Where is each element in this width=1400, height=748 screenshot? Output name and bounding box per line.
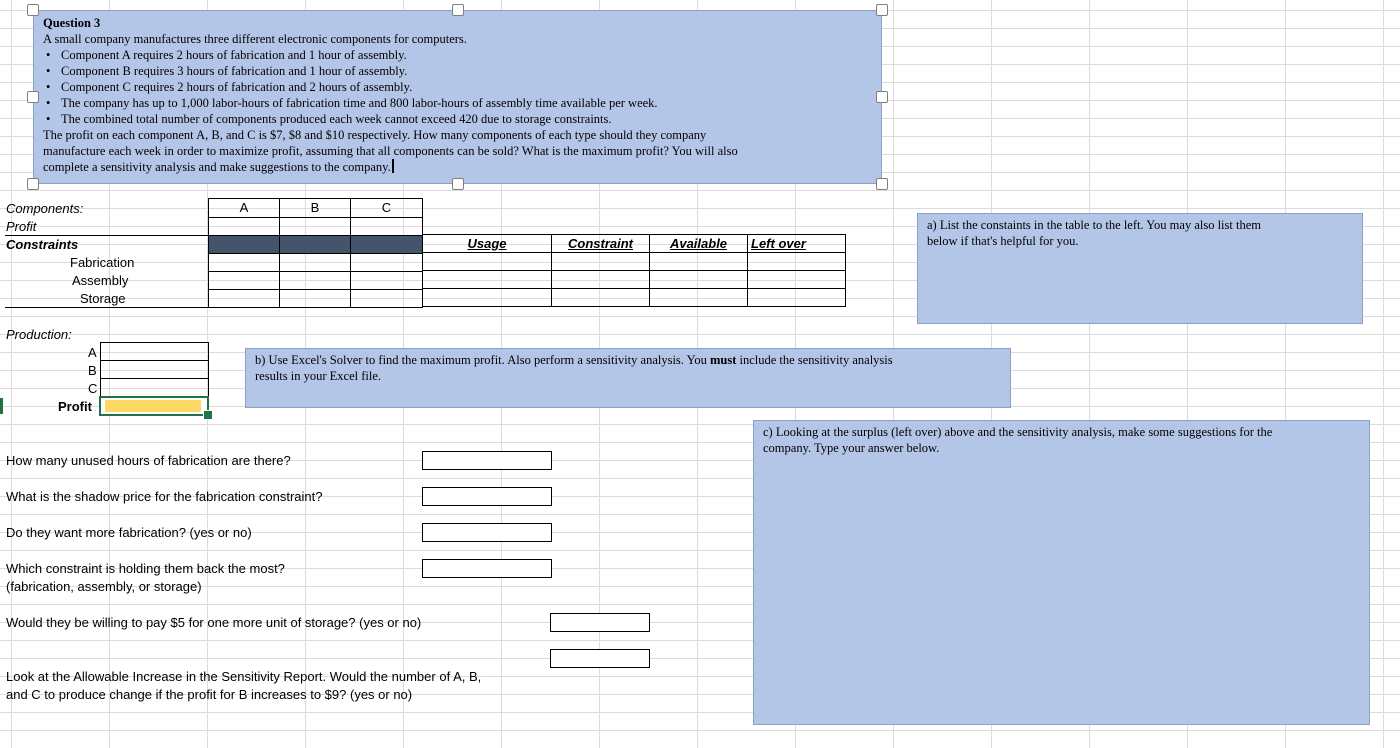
available-header: Available — [650, 235, 748, 253]
column-header-a: A — [209, 199, 280, 218]
box-b-line: results in your Excel file. — [255, 369, 382, 383]
resize-handle-middle-left[interactable] — [27, 91, 39, 103]
resize-handle-top-left[interactable] — [27, 4, 39, 16]
answer-unused-fabrication[interactable] — [422, 451, 552, 470]
production-row-c-label: C — [88, 381, 98, 396]
constraint-cell[interactable] — [552, 253, 650, 271]
production-label: Production: — [6, 327, 72, 342]
row-selection-indicator — [0, 398, 3, 414]
question-more-fabrication: Do they want more fabrication? (yes or no) — [6, 525, 252, 540]
coef-cell[interactable] — [280, 254, 351, 272]
question-pay-for-storage: Would they be willing to pay $5 for one more unit of storage? (yes or no) — [6, 615, 422, 630]
resize-handle-bottom-left[interactable] — [27, 178, 39, 190]
profit-cell-b[interactable] — [280, 218, 351, 236]
answer-shadow-price[interactable] — [422, 487, 552, 506]
box-c-line: c) Looking at the surplus (left over) above and the sensitivity analysis, make some suggestions for the — [763, 425, 1273, 439]
box-c-line: company. Type your answer below. — [763, 441, 940, 455]
question-closing-line: complete a sensitivity analysis and make suggestions to the company. — [43, 159, 881, 175]
constraint-row-fabrication: Fabrication — [70, 255, 135, 270]
question-binding-constraint-options: (fabrication, assembly, or storage) — [6, 579, 202, 594]
profit-total-cell[interactable] — [99, 396, 209, 416]
box-a-line: below if that's helpful for you. — [927, 234, 1079, 248]
profit-cell-a[interactable] — [209, 218, 280, 236]
answer-pay-for-storage[interactable] — [550, 613, 650, 632]
resize-handle-bottom-right[interactable] — [876, 178, 888, 190]
constraint-cell[interactable] — [552, 289, 650, 307]
box-a-line: a) List the constaints in the table to the left. You may also list them — [927, 218, 1261, 232]
resize-handle-top-middle[interactable] — [452, 4, 464, 16]
column-header-c: C — [351, 199, 423, 218]
production-cell-c[interactable] — [101, 379, 209, 397]
coef-cell[interactable] — [351, 272, 423, 290]
instruction-box-a[interactable] — [917, 213, 1363, 324]
bullet-item: • Component C requires 2 hours of fabrication and 2 hours of assembly. — [43, 79, 881, 95]
question-bullets — [43, 47, 881, 127]
bullet-item: • The company has up to 1,000 labor-hours of fabrication time and 800 labor-hours of assembly time available per week. — [43, 95, 881, 111]
box-b-line: b) Use Excel's Solver to find the maximum profit. Also perform a sensitivity analysis. You must include the sensitivity analysis — [255, 353, 893, 367]
coef-cell[interactable] — [280, 272, 351, 290]
answer-more-fabrication[interactable] — [422, 523, 552, 542]
constraints-label: Constraints — [6, 237, 79, 252]
production-table — [100, 342, 209, 397]
column-header-b: B — [280, 199, 351, 218]
question-closing-line: manufacture each week in order to maximize profit, assuming that all components can be sold? What is the maximum profit? You will also — [43, 144, 738, 158]
coef-cell[interactable] — [209, 272, 280, 290]
answer-binding-constraint[interactable] — [422, 559, 552, 578]
question-intro: A small company manufactures three different electronic components for computers. — [43, 32, 467, 46]
question-binding-constraint: Which constraint is holding them back the most? — [6, 561, 285, 576]
bullet-item: • Component B requires 3 hours of fabrication and 1 hour of assembly. — [43, 63, 881, 79]
production-cell-a[interactable] — [101, 343, 209, 361]
text-cursor — [392, 159, 394, 173]
resize-handle-middle-right[interactable] — [876, 91, 888, 103]
question-textbox[interactable] — [33, 10, 882, 184]
available-cell[interactable] — [650, 289, 748, 307]
profit-cell-c[interactable] — [351, 218, 423, 236]
usage-cell[interactable] — [423, 289, 552, 307]
coef-cell[interactable] — [280, 290, 351, 308]
question-allowable-increase-cont: and C to produce change if the profit for B increases to $9? (yes or no) — [6, 687, 413, 702]
question-shadow-price: What is the shadow price for the fabrication constraint? — [6, 489, 323, 504]
resize-handle-bottom-middle[interactable] — [452, 178, 464, 190]
usage-cell[interactable] — [423, 271, 552, 289]
header-filler-cell — [280, 236, 351, 254]
instruction-box-c[interactable] — [753, 420, 1370, 725]
profit-row-label: Profit — [6, 219, 37, 234]
constraint-summary-table — [422, 234, 846, 307]
constraint-row-storage: Storage — [80, 291, 126, 306]
left-over-cell[interactable] — [748, 289, 846, 307]
coef-cell[interactable] — [351, 254, 423, 272]
available-cell[interactable] — [650, 271, 748, 289]
resize-handle-top-right[interactable] — [876, 4, 888, 16]
coefficient-table — [208, 198, 423, 308]
coef-cell[interactable] — [209, 290, 280, 308]
coef-cell[interactable] — [351, 290, 423, 308]
model-bottom-border — [5, 307, 208, 308]
bullet-item: • Component A requires 2 hours of fabrication and 1 hour of assembly. — [43, 47, 881, 63]
production-profit-label: Profit — [58, 399, 92, 414]
header-filler-cell — [351, 236, 423, 254]
profit-total-fill — [105, 400, 201, 412]
bullet-item: • The combined total number of components produced each week cannot exceed 420 due to storage constraints. — [43, 111, 881, 127]
answer-allowable-increase[interactable] — [550, 649, 650, 668]
question-closing-line: The profit on each component A, B, and C is $7, $8 and $10 respectively. How many components of each type should they company — [43, 128, 707, 142]
instruction-box-b[interactable] — [245, 348, 1011, 408]
constraint-header: Constraint — [552, 235, 650, 253]
left-over-header: Left over — [748, 235, 846, 253]
production-cell-b[interactable] — [101, 361, 209, 379]
constraint-row-assembly: Assembly — [72, 273, 129, 288]
question-allowable-increase: Look at the Allowable Increase in the Sensitivity Report. Would the number of A, B, — [6, 669, 482, 684]
components-label: Components: — [6, 201, 84, 216]
left-over-cell[interactable] — [748, 271, 846, 289]
production-row-a-label: A — [88, 345, 97, 360]
header-filler-cell — [209, 236, 280, 254]
usage-cell[interactable] — [423, 253, 552, 271]
left-over-cell[interactable] — [748, 253, 846, 271]
fill-handle[interactable] — [203, 410, 213, 420]
usage-header: Usage — [423, 235, 552, 253]
production-row-b-label: B — [88, 363, 97, 378]
coef-cell[interactable] — [209, 254, 280, 272]
question-unused-fabrication: How many unused hours of fabrication are there? — [6, 453, 291, 468]
available-cell[interactable] — [650, 253, 748, 271]
question-title: Question 3 — [43, 16, 101, 30]
constraint-cell[interactable] — [552, 271, 650, 289]
